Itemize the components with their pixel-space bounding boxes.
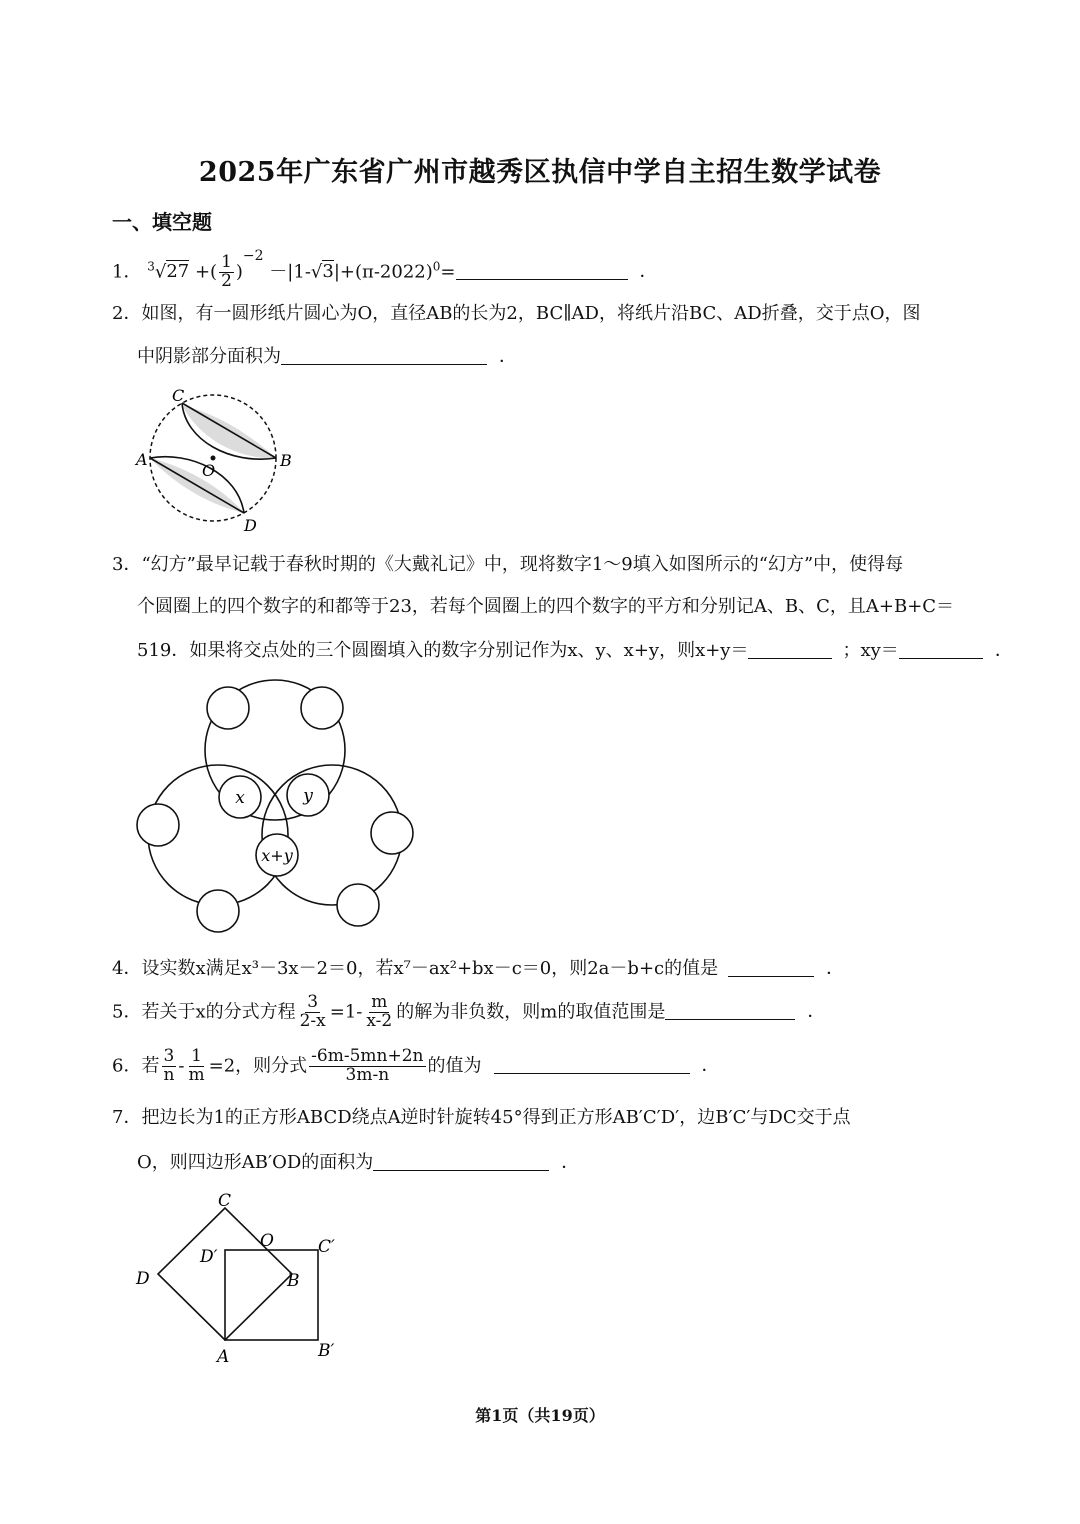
fraction-1 [298, 994, 328, 1031]
frac-num: -6m-5mn+2n [311, 1046, 424, 1066]
question-number: 5． [112, 1001, 142, 1023]
radicand: 27 [166, 261, 190, 283]
page-title: 2025年广东省广州市越秀区执信中学自主招生数学试卷 [198, 157, 882, 188]
figure-rotated-square [130, 1188, 350, 1373]
question-4 [112, 958, 844, 978]
period: ． [561, 1152, 580, 1173]
label-a: A [136, 450, 148, 469]
question-number: 1． [112, 261, 142, 283]
question-text: 519．如果将交点处的三个圆圈填入的数字分别记作为x、y、x+y，则x+y＝ [137, 640, 749, 661]
question-text: 若关于x的分式方程 [141, 1001, 296, 1023]
fraction-2 [364, 994, 394, 1031]
question-text: 如图，有一圆形纸片圆心为O，直径AB的长为2，BC∥AD，将纸片沿BC、AD折叠，交于点O，图 [141, 303, 921, 324]
label-c: C [172, 386, 185, 405]
question-1 [112, 248, 658, 291]
period: ． [826, 958, 845, 979]
question-7-line2 [137, 1152, 579, 1172]
frac-den: m [188, 1064, 205, 1085]
question-text-2: =2，则分式 [208, 1055, 308, 1077]
chord-ad [150, 458, 244, 513]
small-circle [371, 812, 413, 854]
small-circle [197, 890, 239, 932]
answer-blank[interactable] [728, 958, 814, 977]
label-d: D [136, 1269, 150, 1289]
question-text: “幻方”最早记载于春秋时期的《大戴礼记》中，现将数字1～9填入如图所示的“幻方”中，使得每 [141, 554, 904, 575]
period: ． [701, 1055, 720, 1077]
small-circle [337, 884, 379, 926]
rest-expression: |+(π-2022) [333, 261, 433, 283]
equals: = [440, 261, 456, 283]
abs-part: －|1- [269, 261, 311, 283]
chord-cb [182, 403, 276, 458]
frac-den: 2 [221, 270, 232, 291]
answer-blank-product[interactable] [899, 640, 983, 659]
label-o: O [260, 1231, 274, 1251]
question-2 [112, 305, 921, 323]
question-6 [112, 1048, 720, 1085]
frac-num: 1 [191, 1046, 202, 1066]
figure-folded-circle [130, 385, 305, 535]
question-text: 个圆圈上的四个数字的和都等于23，若每个圆圈上的四个数字的平方和分别记A、B、C，且A+B+C＝ [137, 596, 955, 617]
frac-num: m [371, 992, 388, 1012]
section-heading: 一、填空题 [112, 210, 212, 234]
frac-den: 2-x [299, 1010, 326, 1031]
exponent: −2 [242, 248, 264, 265]
question-number: 3． [112, 554, 142, 575]
question-text: 若 [141, 1055, 160, 1077]
answer-blank[interactable] [494, 1055, 690, 1074]
frac-num: 1 [221, 252, 232, 272]
minus: - [178, 1055, 185, 1077]
label-a: A [217, 1347, 230, 1367]
answer-blank[interactable] [281, 346, 487, 365]
fraction-half [219, 254, 234, 291]
question-3-line3 [137, 640, 1013, 660]
plus-open: +( [194, 261, 218, 283]
center-point [211, 456, 216, 461]
question-text: 把边长为1的正方形ABCD绕点A逆时针旋转45°得到正方形AB′C′D′，边B′C′与DC交于点 [141, 1107, 851, 1128]
small-circle [137, 804, 179, 846]
label-b-prime: B′ [318, 1341, 335, 1361]
question-text-3: 的值为 [427, 1055, 482, 1077]
answer-blank[interactable] [373, 1152, 549, 1171]
label-y: y [303, 786, 313, 806]
label-c: C [218, 1191, 232, 1211]
label-x: x [235, 788, 245, 808]
fraction-3 [309, 1048, 425, 1085]
label-d: D [244, 516, 257, 535]
frac-den: n [163, 1064, 175, 1085]
period: ． [994, 640, 1013, 661]
question-2-line2 [137, 346, 517, 366]
cube-root-sign: √ [154, 261, 167, 283]
small-circle [207, 687, 249, 729]
frac-num: 3 [163, 1046, 175, 1066]
question-number: 6． [112, 1055, 142, 1077]
label-o: O [202, 461, 216, 480]
period: ． [807, 1001, 826, 1023]
label-c-prime: C′ [318, 1237, 335, 1257]
question-number: 2． [112, 303, 142, 324]
question-text: O，则四边形AB′OD的面积为 [137, 1152, 374, 1173]
equation-middle: =1- [329, 1001, 363, 1023]
question-3-line2 [137, 598, 954, 616]
sqrt-radicand: 3 [322, 261, 334, 283]
label-d-prime: D′ [200, 1247, 218, 1267]
question-3 [112, 556, 903, 574]
answer-blank-sum[interactable] [748, 640, 832, 659]
label-x-plus-y: x+y [261, 846, 293, 865]
period: ． [499, 346, 517, 367]
question-number: 7． [112, 1107, 142, 1128]
question-7 [112, 1109, 851, 1127]
label-b: B [287, 1271, 300, 1291]
question-text: 设实数x满足x³－3x－2＝0，若x⁷－ax²+bx－c＝0，则2a－b+c的值是 [141, 958, 719, 979]
answer-blank[interactable] [665, 1001, 795, 1020]
period: ． [639, 261, 658, 283]
fraction-1 [161, 1048, 176, 1085]
paren-close: ) [235, 261, 243, 283]
label-b: B [280, 451, 292, 470]
frac-den: x-2 [366, 1010, 393, 1031]
question-5 [112, 994, 825, 1031]
figure-magic-circles [130, 675, 420, 940]
frac-num: 3 [307, 992, 319, 1012]
frac-den: 3m-n [345, 1064, 390, 1085]
question-text-2: ；xy＝ [842, 640, 899, 661]
fraction-2 [187, 1048, 207, 1085]
sqrt-sign: √ [310, 261, 323, 283]
question-text: 中阴影部分面积为 [137, 346, 281, 367]
question-text-2: 的解为非负数，则m的取值范围是 [396, 1001, 666, 1023]
small-circle [301, 687, 343, 729]
zero-exponent: 0 [432, 259, 441, 274]
answer-blank[interactable] [456, 261, 628, 280]
page-footer: 第1页（共19页） [475, 1406, 605, 1425]
root-index: 3 [147, 259, 155, 274]
question-number: 4． [112, 958, 142, 979]
